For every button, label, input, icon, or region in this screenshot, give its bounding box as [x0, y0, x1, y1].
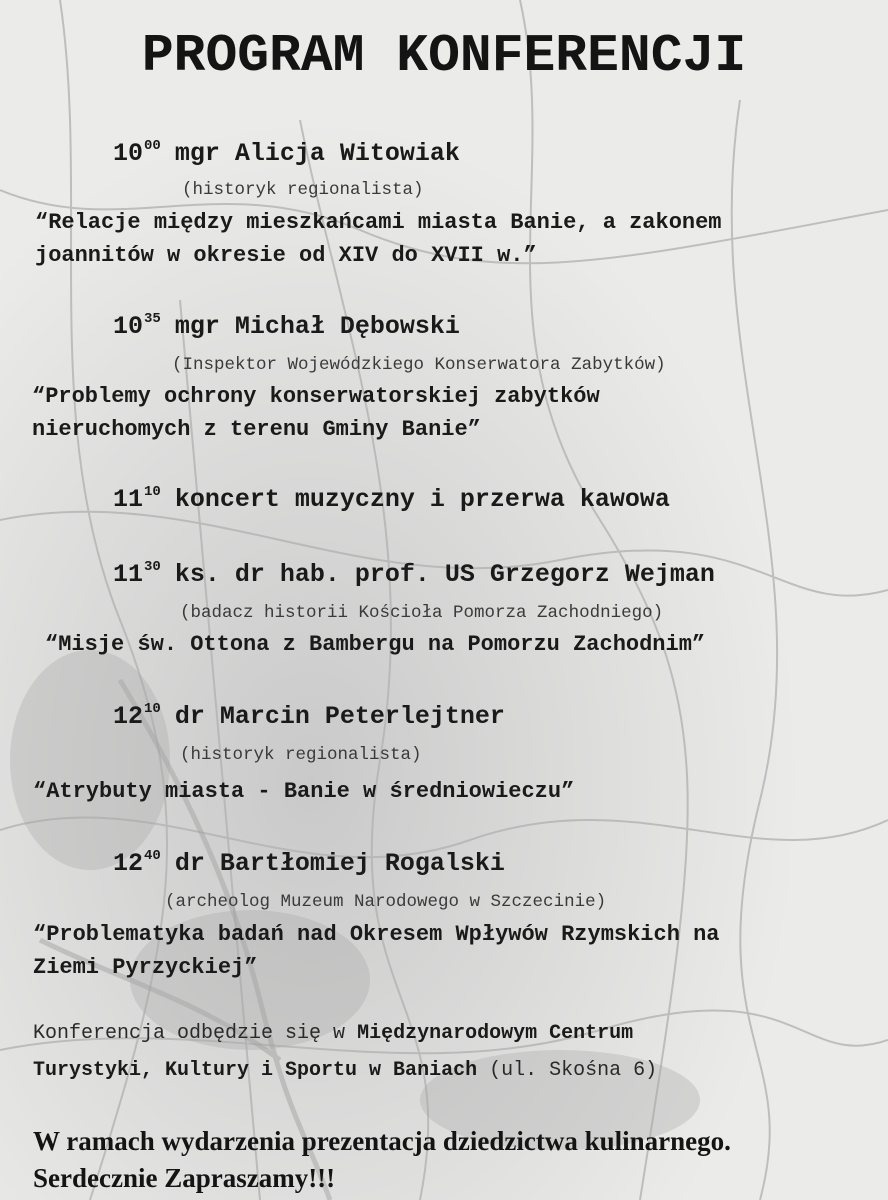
venue-place-line2: Turystyki, Kultury i Sportu w Baniach [33, 1059, 478, 1082]
session-1-role: (historyk regionalista) [182, 180, 424, 200]
venue-address: (ul. Skośna 6) [477, 1059, 658, 1082]
session-1-header [113, 138, 460, 168]
closing-message: W ramach wydarzenia prezentacja dziedzictwa kulinarnego. Serdecznie Zapraszamy!!! [33, 1126, 731, 1193]
page-title: PROGRAM KONFERENCJI [141, 26, 747, 86]
session-5-speaker: dr Marcin Peterlejtner [174, 702, 505, 731]
session-6-role: (archeolog Muzeum Narodowego w Szczecinie) [165, 892, 607, 912]
session-1-time: $10^{00}$ [113, 138, 161, 168]
session-2-talk: “Problemy ochrony konserwatorskiej zabytków nieruchomych z terenu Gminy Banie” [32, 384, 600, 442]
session-6-header [113, 848, 505, 878]
session-4-speaker: ks. dr hab. prof. US Grzegorz Wejman [174, 560, 715, 589]
session-6-talk: “Problematyka badań nad Okresem Wpływów Rzymskich na Ziemi Pyrzyckiej” [33, 922, 720, 980]
session-1-speaker: mgr Alicja Witowiak [174, 139, 460, 168]
venue-info [33, 1015, 657, 1089]
venue-place-line1: Międzynarodowym Centrum [357, 1022, 634, 1045]
session-5-role: (historyk regionalista) [180, 745, 422, 765]
session-3-event: koncert muzyczny i przerwa kawowa [174, 485, 670, 514]
venue-prefix: Konferencja odbędzie się w [33, 1022, 358, 1045]
session-2-time: $10^{35}$ [113, 311, 161, 341]
session-6-time: $12^{40}$ [113, 848, 161, 878]
session-3-header [113, 484, 670, 514]
session-4-talk: “Misje św. Ottona z Bambergu na Pomorzu Zachodnim” [45, 632, 706, 657]
session-2-role: (Inspektor Wojewódzkiego Konserwatora Zabytków) [172, 355, 666, 375]
session-5-talk: “Atrybuty miasta - Banie w średniowieczu” [33, 779, 575, 804]
session-3-time: $11^{10}$ [113, 484, 161, 514]
session-4-header [113, 559, 715, 589]
session-1-talk: “Relacje między mieszkańcami miasta Banie, a zakonem joannitów w okresie od XIV do XVII w.” [35, 210, 722, 268]
session-6-speaker: dr Bartłomiej Rogalski [174, 849, 505, 878]
session-5-time: $12^{10}$ [113, 701, 161, 731]
session-4-role: (badacz historii Kościoła Pomorza Zachodniego) [180, 603, 664, 623]
session-2-header [113, 311, 460, 341]
session-5-header [113, 701, 505, 731]
session-2-speaker: mgr Michał Dębowski [174, 312, 460, 341]
session-4-time: $11^{30}$ [113, 559, 161, 589]
